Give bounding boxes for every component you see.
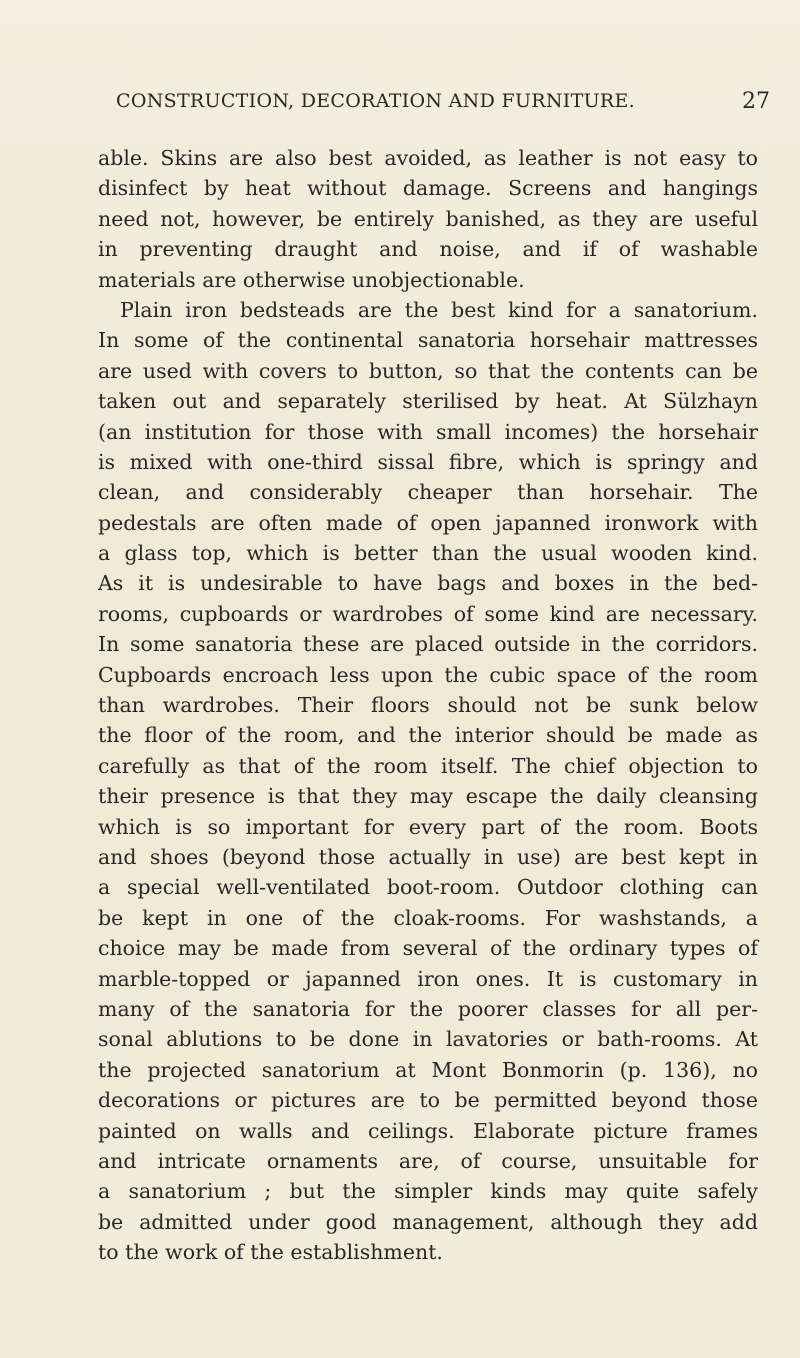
text-line: to the work of the establishment.: [98, 1240, 443, 1265]
text-line: In some sanatoria these are placed outside in the corridors.: [98, 632, 758, 657]
text-line: is mixed with one-third sissal fibre, which is springy and: [98, 449, 758, 474]
text-line: In some of the continental sanatoria horsehair mattresses: [98, 328, 758, 353]
running-head: [100, 90, 770, 120]
text-line: the floor of the room, and the interior should be made as: [98, 723, 758, 748]
text-line: Cupboards encroach less upon the cubic space of the room: [98, 662, 758, 687]
text-line: able. Skins are also best avoided, as leather is not easy to: [98, 146, 758, 170]
text-line: a special well-ventilated boot-room. Outdoor clothing can: [98, 875, 758, 900]
text-line: be kept in one of the cloak-rooms. For washstands, a: [98, 905, 758, 930]
text-line: the projected sanatorium at Mont Bonmorin (p. 136), no: [98, 1057, 758, 1082]
text-line: a glass top, which is better than the usual wooden kind.: [98, 541, 758, 566]
text-line: many of the sanatoria for the poorer classes for all per-: [98, 996, 758, 1021]
text-line: are used with covers to button, so that the contents can be: [98, 358, 758, 383]
text-line: (an institution for those with small incomes) the horsehair: [98, 419, 758, 444]
text-line: painted on walls and ceilings. Elaborate picture frames: [98, 1118, 758, 1143]
text-line: marble-topped or japanned iron ones. It is customary in: [98, 966, 758, 991]
text-line: be admitted under good management, although they add: [98, 1209, 758, 1234]
text-line: which is so important for every part of the room. Boots: [98, 814, 758, 839]
text-line: choice may be made from several of the ordinary types of: [98, 936, 758, 961]
text-line: disinfect by heat without damage. Screens and hangings: [98, 176, 758, 201]
text-line: rooms, cupboards or wardrobes of some kind are necessary.: [98, 601, 758, 626]
text-line: need not, however, be entirely banished, as they are useful: [98, 206, 758, 231]
body-text: [98, 143, 758, 1267]
text-line: decorations or pictures are to be permitted beyond those: [98, 1088, 758, 1113]
text-line: than wardrobes. Their floors should not be sunk below: [98, 693, 758, 718]
text-line: carefully as that of the room itself. The chief objection to: [98, 753, 758, 778]
text-line: pedestals are often made of open japanned ironwork with: [98, 510, 758, 535]
page-number: 27: [742, 89, 770, 114]
text-line: materials are otherwise unobjectionable.: [98, 267, 525, 292]
text-line: taken out and separately sterilised by heat. At Sülzhayn: [98, 389, 758, 414]
text-line: clean, and considerably cheaper than horsehair. The: [98, 480, 758, 505]
text-line: in preventing draught and noise, and if of washable: [98, 237, 758, 262]
text-line: and intricate ornaments are, of course, unsuitable for: [98, 1148, 758, 1173]
text-line: their presence is that they may escape the daily cleansing: [98, 784, 758, 809]
text-line: Plain iron bedsteads are the best kind for a sanatorium.: [120, 297, 758, 322]
text-line: sonal ablutions to be done in lavatories or bath-rooms. At: [98, 1027, 758, 1052]
text-line: a sanatorium ; but the simpler kinds may quite safely: [98, 1179, 758, 1204]
text-line: As it is undesirable to have bags and boxes in the bed-: [98, 571, 758, 596]
running-title: CONSTRUCTION, DECORATION AND FURNITURE.: [116, 90, 636, 112]
text-line: and shoes (beyond those actually in use) are best kept in: [98, 844, 758, 869]
